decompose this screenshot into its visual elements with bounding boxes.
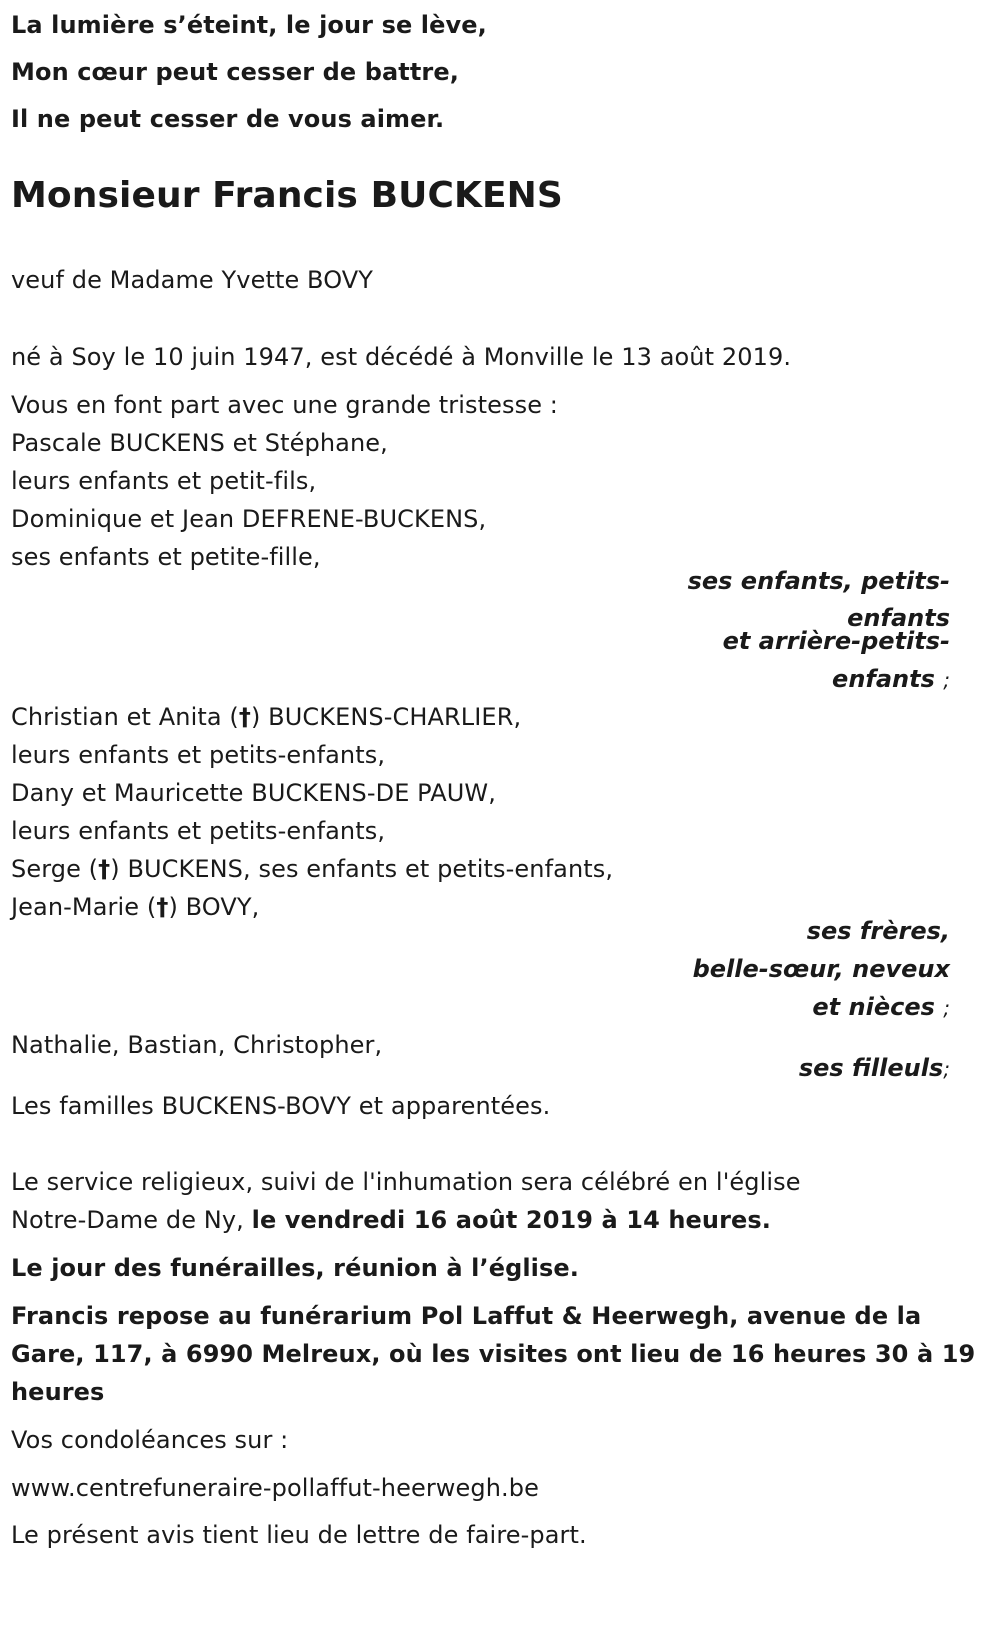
group1-role-line-3: et arrière-petits- — [722, 627, 950, 655]
cross-icon: † — [98, 855, 111, 883]
group2-role-line-1: ses frères, — [806, 917, 950, 945]
family-group2-line-6 — [11, 892, 259, 922]
group1-role-line-2: enfants — [847, 604, 950, 632]
family-group1-line-2: leurs enfants et petit-fils, — [11, 467, 317, 495]
meeting-line: Le jour des funérailles, réunion à l’église. — [11, 1254, 579, 1282]
service-line-1: Le service religieux, suivi de l'inhumation sera célébré en l'église — [11, 1168, 801, 1196]
poem-line-1: La lumière s’éteint, le jour se lève, — [11, 11, 487, 39]
group1-role-line-1: ses enfants, petits- — [687, 567, 950, 595]
cross-icon: † — [156, 893, 169, 921]
rest-line-1: Francis repose au funérarium Pol Laffut & Heerwegh, avenue de la — [11, 1302, 922, 1330]
group1-role-last-word: enfants — [832, 665, 935, 693]
family-group1-line-1: Pascale BUCKENS et Stéphane, — [11, 429, 388, 457]
family-group3: Nathalie, Bastian, Christopher, — [11, 1031, 383, 1059]
spouse-line: veuf de Madame Yvette BOVY — [11, 266, 374, 294]
service-date: le vendredi 16 août 2019 à 14 heures. — [251, 1206, 772, 1234]
family-group1-line-3: Dominique et Jean DEFRENE-BUCKENS, — [11, 505, 487, 533]
rest-line-3: heures — [11, 1378, 105, 1406]
group2-line1-part-b: ) BUCKENS-CHARLIER, — [250, 703, 522, 731]
semicolon: ; — [943, 996, 950, 1020]
group2-line6-part-b: ) BOVY, — [168, 893, 260, 921]
birth-death-line: né à Soy le 10 juin 1947, est décédé à Monville le 13 août 2019. — [11, 343, 792, 371]
group2-role-line-2: belle-sœur, neveux — [692, 955, 950, 983]
group2-line6-part-a: Jean-Marie ( — [11, 893, 157, 921]
semicolon: ; — [943, 1057, 950, 1081]
poem-line-3: Il ne peut cesser de vous aimer. — [11, 105, 445, 133]
poem-line-2: Mon cœur peut cesser de battre, — [11, 58, 459, 86]
family-group2-line-5 — [11, 854, 613, 884]
family-group2-line-2: leurs enfants et petits-enfants, — [11, 741, 386, 769]
family-intro: Vous en font part avec une grande tristesse : — [11, 391, 558, 419]
notice-line: Le présent avis tient lieu de lettre de faire-part. — [11, 1521, 587, 1549]
deceased-name: Monsieur Francis BUCKENS — [11, 175, 563, 216]
family-group2-line-3: Dany et Mauricette BUCKENS-DE PAUW, — [11, 779, 496, 807]
group1-role-line-4 — [832, 664, 950, 695]
rest-line-2: Gare, 117, à 6990 Melreux, où les visites ont lieu de 16 heures 30 à 19 — [11, 1340, 976, 1368]
families-line: Les familles BUCKENS-BOVY et apparentées. — [11, 1092, 551, 1120]
group2-role-line-3 — [812, 992, 950, 1023]
cross-icon: † — [238, 703, 251, 731]
service-line2-normal: Notre-Dame de Ny, — [11, 1206, 252, 1234]
group2-line1-part-a: Christian et Anita ( — [11, 703, 239, 731]
condolences-line: Vos condoléances sur : — [11, 1426, 289, 1454]
group3-role — [799, 1053, 950, 1084]
website-link[interactable]: www.centrefuneraire-pollaffut-heerwegh.be — [11, 1474, 539, 1502]
family-group2-line-4: leurs enfants et petits-enfants, — [11, 817, 386, 845]
group2-line5-part-b: ) BUCKENS, ses enfants et petits-enfants, — [110, 855, 614, 883]
family-group1-line-4: ses enfants et petite-fille, — [11, 543, 321, 571]
semicolon: ; — [943, 668, 950, 692]
group2-line5-part-a: Serge ( — [11, 855, 99, 883]
family-group2-line-1 — [11, 702, 521, 732]
group2-role-last-words: et nièces — [812, 993, 935, 1021]
service-line-2 — [11, 1205, 771, 1235]
group3-role-label: ses filleuls — [798, 1054, 944, 1082]
